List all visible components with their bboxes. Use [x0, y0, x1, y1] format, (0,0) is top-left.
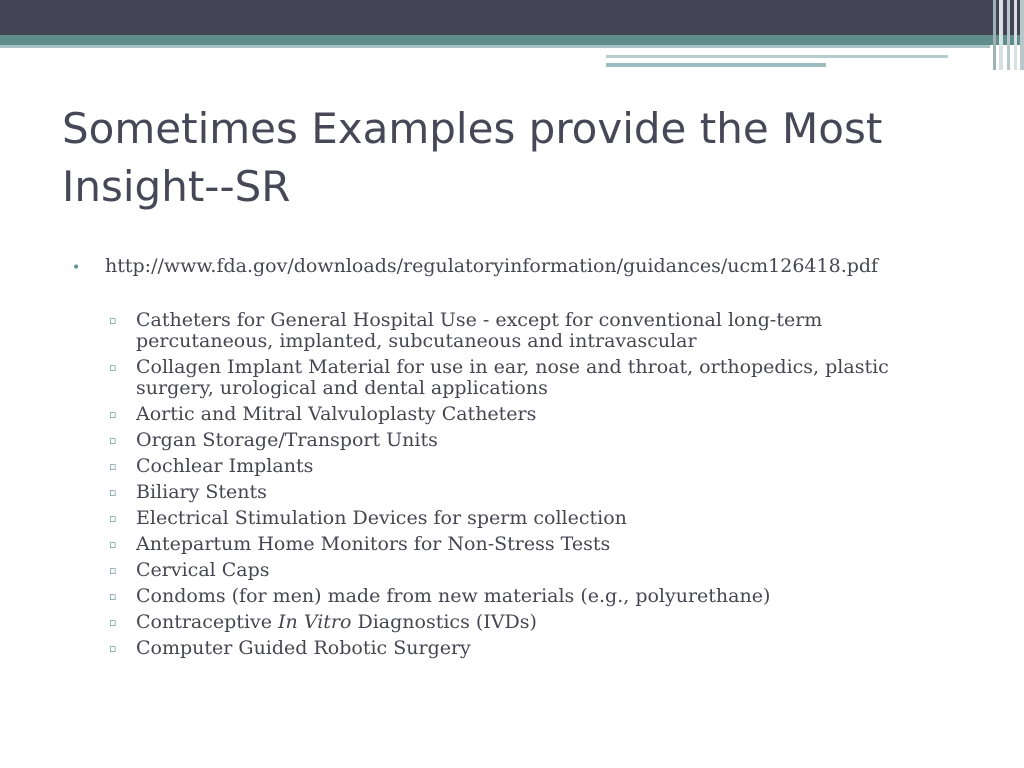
- list-item-text: Organ Storage/Transport Units: [136, 429, 438, 451]
- url-bullet: [72, 253, 1002, 281]
- header-dark-band: [0, 0, 1024, 35]
- list-item: [109, 456, 939, 477]
- list-item: [109, 508, 939, 529]
- header-teal-band: [0, 35, 1024, 45]
- list-item-text: Aortic and Mitral Valvuloplasty Catheters: [136, 403, 537, 425]
- sub-bullet-icon: ▫: [109, 314, 117, 327]
- corner-stripe: [999, 0, 1003, 70]
- sub-bullet-icon: ▫: [109, 486, 117, 499]
- bullet-dot-icon: •: [72, 260, 81, 276]
- sub-bullet-icon: ▫: [109, 434, 117, 447]
- slide-title: Sometimes Examples provide the Most Insight--SR: [62, 104, 883, 211]
- sub-bullet-icon: ▫: [109, 361, 117, 374]
- list-item: [109, 638, 939, 659]
- list-item-text: Antepartum Home Monitors for Non-Stress Tests: [136, 533, 611, 555]
- list-item-text: Electrical Stimulation Devices for sperm collection: [136, 507, 627, 529]
- device-examples-list: [109, 310, 939, 664]
- list-item: [109, 612, 939, 633]
- corner-stripe: [1007, 0, 1010, 70]
- sub-bullet-icon: ▫: [109, 616, 117, 629]
- list-item: [109, 357, 939, 399]
- list-item-text: Computer Guided Robotic Surgery: [136, 637, 471, 659]
- corner-stripe: [1014, 0, 1017, 70]
- list-item-text-italic: In Vitro: [278, 611, 352, 633]
- header-accent-line-short: [606, 63, 826, 67]
- list-item-text-pre: Contraceptive: [136, 611, 279, 633]
- header-light-line: [0, 45, 990, 48]
- list-item-text-post: Diagnostics (IVDs): [351, 611, 537, 633]
- sub-bullet-icon: ▫: [109, 460, 117, 473]
- fda-guidance-link[interactable]: http://www.fda.gov/downloads/regulatoryinformation/guidances/ucm126418.pdf: [105, 255, 879, 277]
- list-item: [109, 430, 939, 451]
- header-accent-line: [606, 55, 948, 58]
- list-item: [109, 310, 939, 352]
- list-item-text: Cochlear Implants: [136, 455, 314, 477]
- list-item: [109, 482, 939, 503]
- list-item-text: Condoms (for men) made from new materials (e.g., polyurethane): [136, 585, 771, 607]
- list-item: [109, 534, 939, 555]
- list-item: [109, 560, 939, 581]
- corner-stripe: [993, 0, 996, 70]
- list-item-text: Cervical Caps: [136, 559, 270, 581]
- sub-bullet-icon: ▫: [109, 512, 117, 525]
- list-item-text: Catheters for General Hospital Use - except for conventional long-term percutaneous, implanted, subcutaneous and intravascular: [136, 309, 823, 352]
- sub-bullet-icon: ▫: [109, 408, 117, 421]
- list-item-text: Collagen Implant Material for use in ear, nose and throat, orthopedics, plastic surgery, urological and dental applications: [136, 356, 889, 399]
- list-item-text: Biliary Stents: [136, 481, 267, 503]
- list-item: [109, 586, 939, 607]
- sub-bullet-icon: ▫: [109, 564, 117, 577]
- list-item: [109, 404, 939, 425]
- sub-bullet-icon: ▫: [109, 642, 117, 655]
- corner-stripe: [1020, 0, 1024, 70]
- sub-bullet-icon: ▫: [109, 538, 117, 551]
- sub-bullet-icon: ▫: [109, 590, 117, 603]
